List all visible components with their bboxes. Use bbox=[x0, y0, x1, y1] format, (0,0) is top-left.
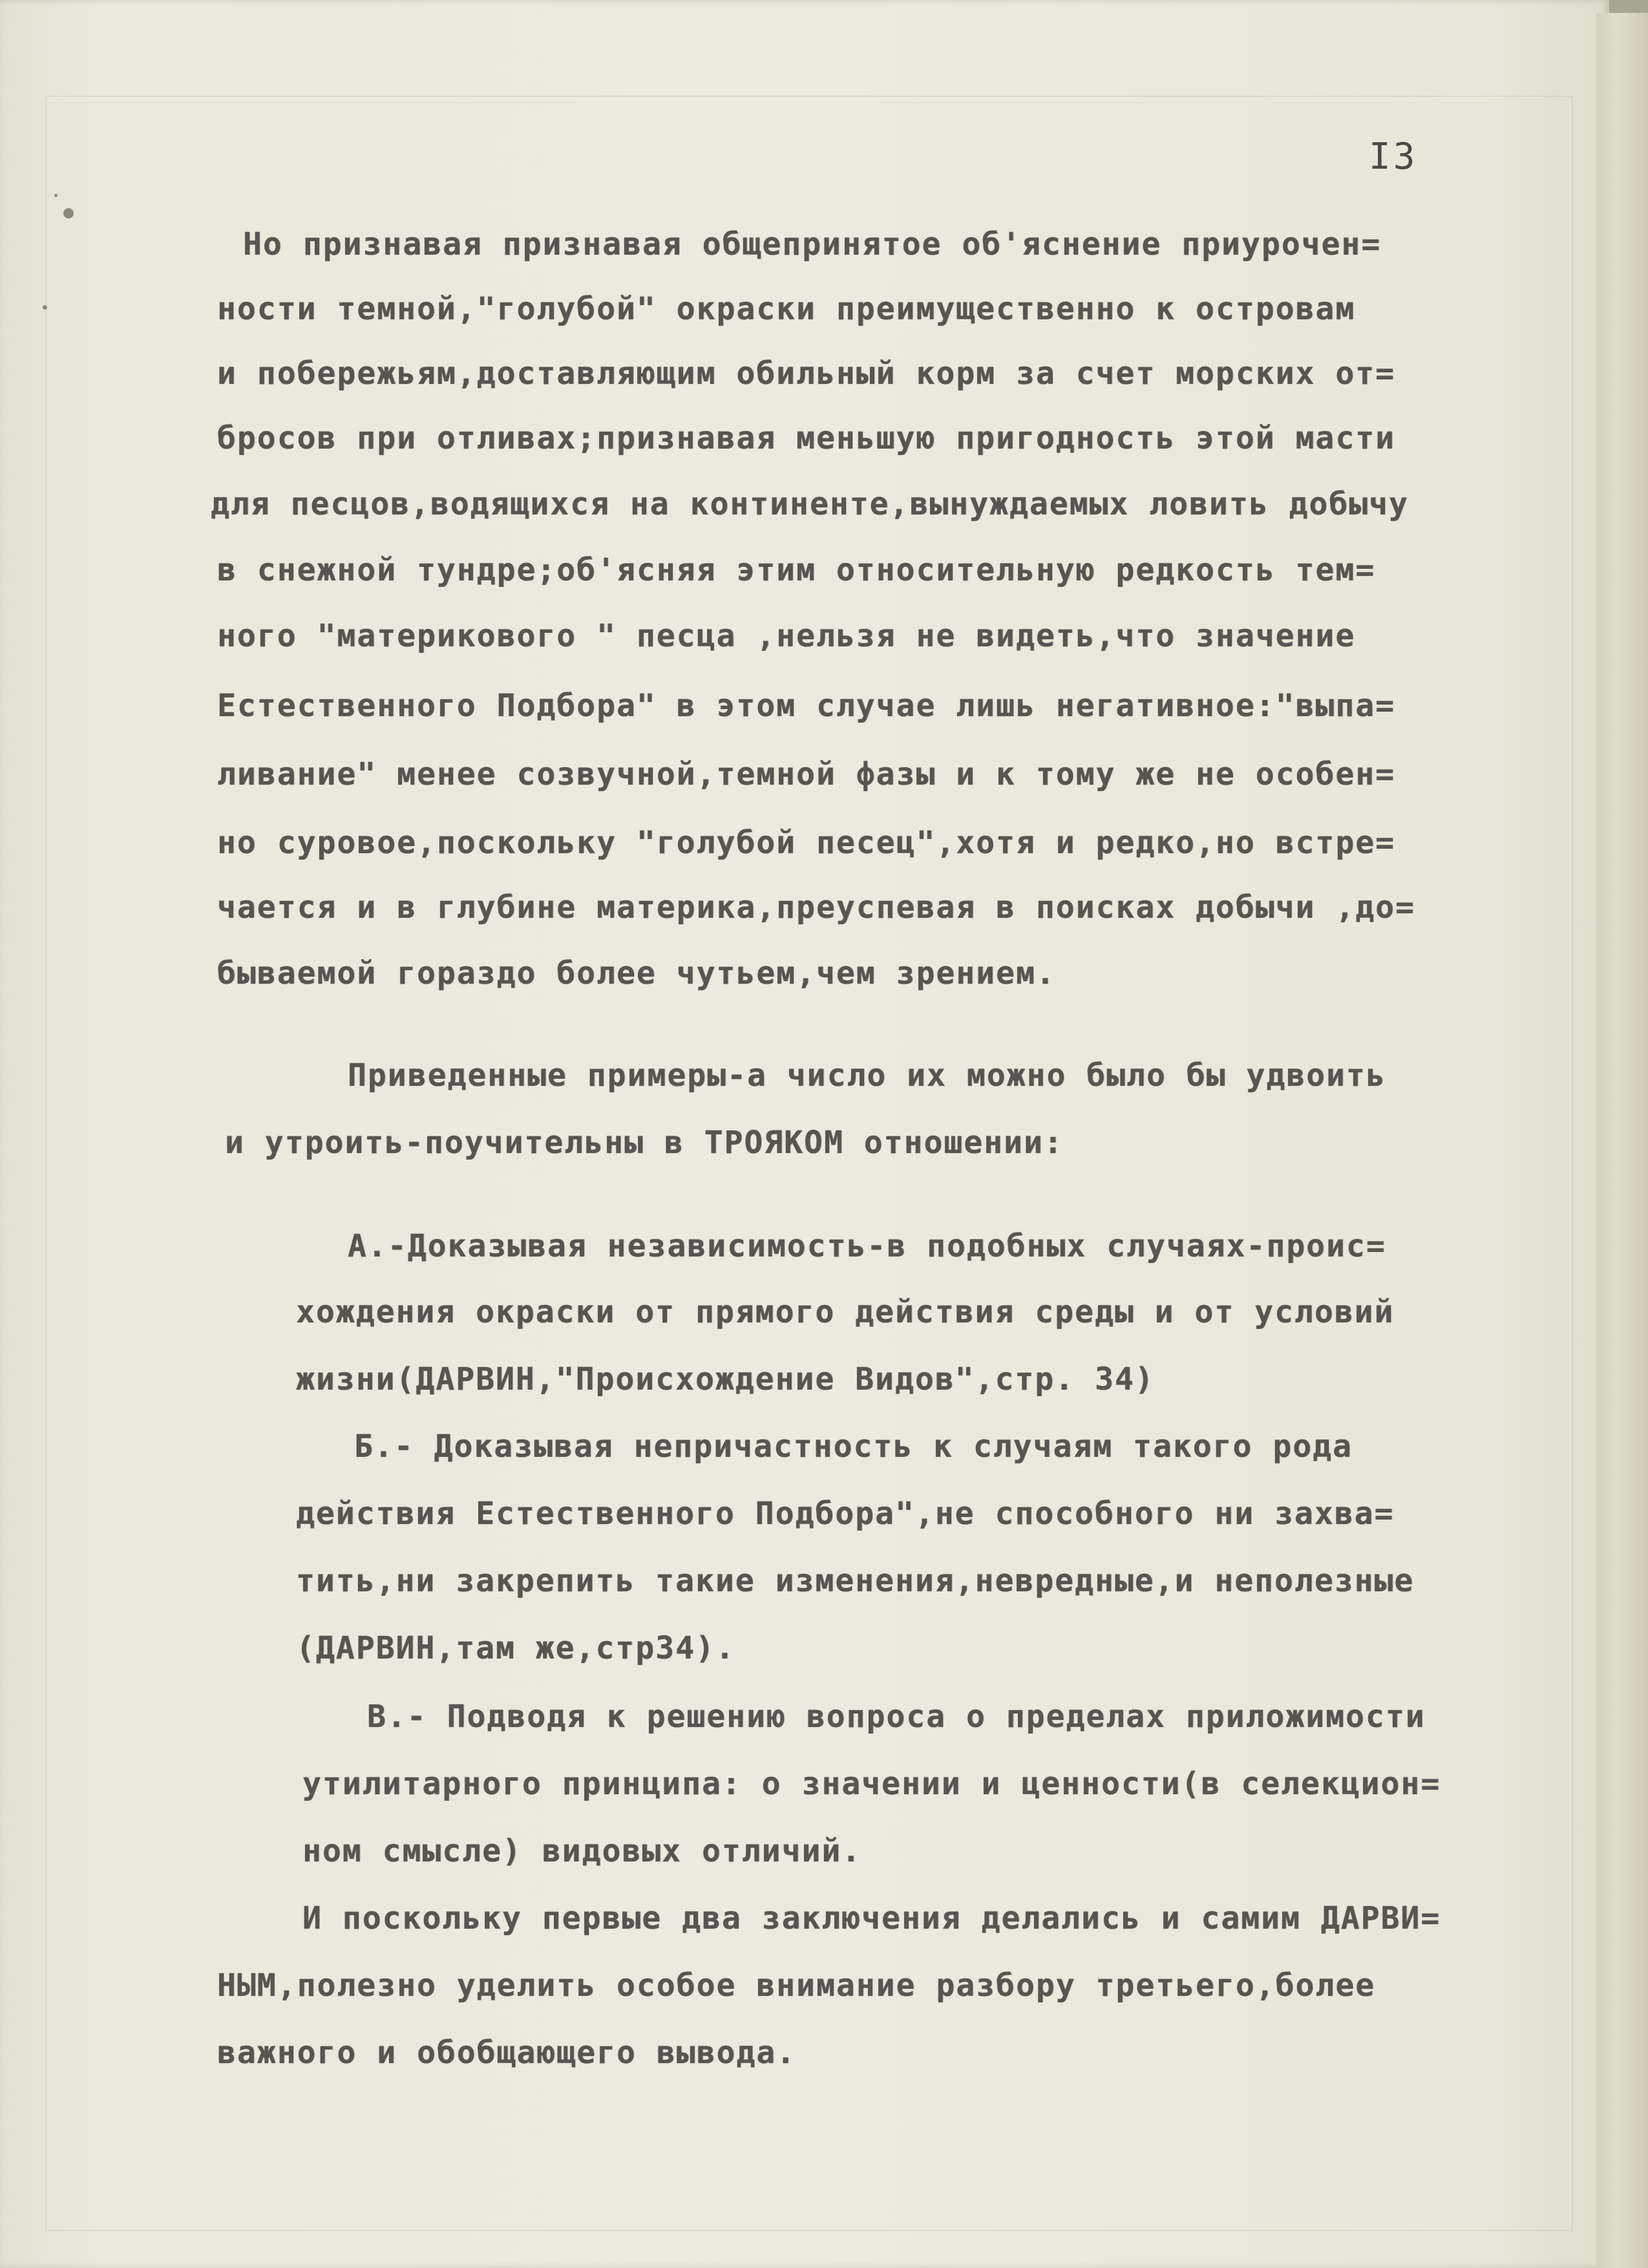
list-item-b-line: тить,ни закрепить такие изменения,невредные,и неполезные bbox=[296, 1563, 1415, 1599]
list-item-b-line: действия Естественного Подбора",не способного ни захва= bbox=[296, 1496, 1395, 1532]
page-number: I3 bbox=[1369, 136, 1418, 178]
list-item-v-line: В.- Подводя к решению вопроса о пределах приложимости bbox=[367, 1699, 1426, 1735]
paragraph-1-line: бываемой гораздо более чутьем,чем зрением. bbox=[217, 955, 1056, 991]
paragraph-1-line: чается и в глубине материка,преуспевая в поисках добычи ,до= bbox=[217, 889, 1415, 926]
paragraph-2-line: и утроить-поучительны в ТРОЯКОМ отношении: bbox=[225, 1125, 1064, 1161]
paragraph-1-line: в снежной тундре;об'ясняя этим относительную редкость тем= bbox=[217, 552, 1376, 588]
paragraph-1-line: для песцов,водящихся на континенте,вынуждаемых ловить добычу bbox=[211, 486, 1409, 522]
list-item-a-line: жизни(ДАРВИН,"Происхождение Видов",стр. 34) bbox=[296, 1361, 1155, 1397]
paper-speck bbox=[63, 208, 74, 218]
underlying-sheet-edge bbox=[1596, 13, 1648, 2268]
list-item-v-line: ном смысле) видовых отличий. bbox=[302, 1833, 862, 1869]
paper-speck bbox=[54, 194, 58, 197]
paragraph-1-line: Естественного Подбора" в этом случае лишь негативное:"выпа= bbox=[217, 688, 1396, 724]
paragraph-1-line: и побережьям,доставляющим обильный корм за счет морских от= bbox=[217, 355, 1396, 392]
paragraph-1-line: ности темной,"голубой" окраски преимущественно к островам bbox=[217, 291, 1356, 327]
paragraph-1-line: ного "материкового " песца ,нельзя не видеть,что значение bbox=[217, 618, 1356, 654]
list-item-b-line: Б.- Доказывая непричастность к случаям такого рода bbox=[354, 1428, 1353, 1465]
paragraph-1-line: ливание" менее созвучной,темной фазы и к тому же не особен= bbox=[217, 756, 1396, 792]
paragraph-1-line: Но признавая признавая общепринятое об'яснение приурочен= bbox=[243, 226, 1382, 262]
paragraph-1-line: бросов при отливах;признавая меньшую пригодность этой масти bbox=[217, 420, 1396, 456]
list-item-a-line: хождения окраски от прямого действия среды и от условий bbox=[296, 1294, 1395, 1330]
paragraph-3-line: важного и обобщающего вывода. bbox=[217, 2035, 797, 2071]
list-item-v-line: утилитарного принципа: о значении и ценности(в селекцион= bbox=[302, 1766, 1441, 1802]
paragraph-1-line: но суровое,поскольку "голубой песец",хотя и редко,но встре= bbox=[217, 825, 1396, 861]
paragraph-3-line: НЫМ,полезно уделить особое внимание разбору третьего,более bbox=[217, 1967, 1376, 2004]
list-item-b-line: (ДАРВИН,там же,стр34). bbox=[296, 1630, 735, 1666]
paragraph-3-line: И поскольку первые два заключения делались и самим ДАРВИ= bbox=[302, 1900, 1441, 1936]
list-item-a-line: А.-Доказывая независимость-в подобных случаях-проис= bbox=[348, 1228, 1386, 1264]
paragraph-2-line: Приведенные примеры-а число их можно было бы удвоить bbox=[348, 1057, 1386, 1094]
paper-speck bbox=[43, 305, 47, 310]
